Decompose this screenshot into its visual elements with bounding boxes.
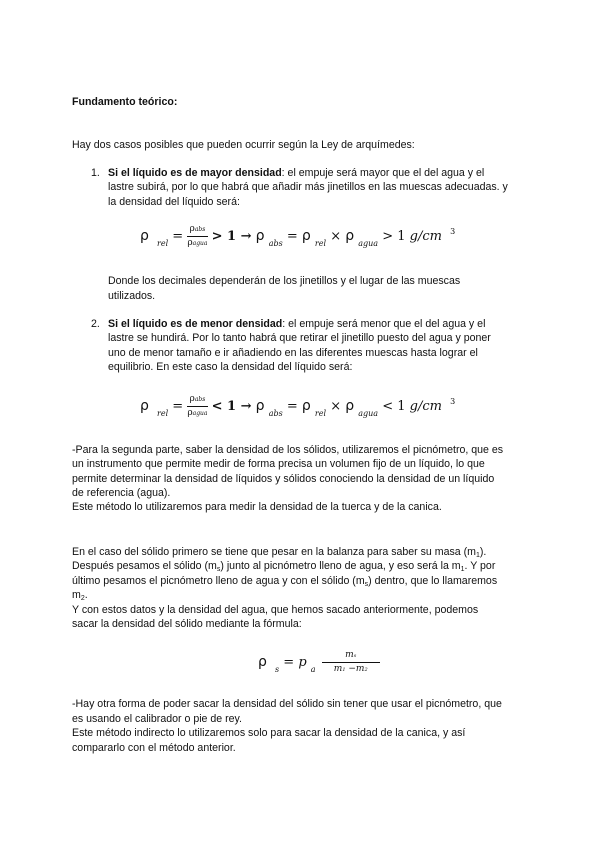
agua-subscript: agua xyxy=(358,239,379,248)
rho-symbol: ρ xyxy=(255,228,265,244)
formula-solid-density xyxy=(258,650,380,675)
intro-text: Hay dos casos posibles que pueden ocurrir según la Ley de arquímedes: xyxy=(72,139,415,151)
rho-symbol: ρ xyxy=(255,398,265,414)
rho-symbol: ρ xyxy=(301,398,311,414)
equals: = xyxy=(286,229,298,244)
note-line1: Donde los decimales dependerán de los jinetillos y el lugar de las muescas xyxy=(108,275,461,287)
equals: = xyxy=(286,399,298,414)
rel-subscript: rel xyxy=(314,239,327,248)
fraction xyxy=(187,224,207,249)
case2-line3: uno de menor tamaño e ir añadiendo en las diferentes muescas hasta lograr el xyxy=(108,347,478,359)
equals: = xyxy=(172,399,184,414)
rel-subscript: rel xyxy=(157,409,169,418)
exponent: 3 xyxy=(450,227,456,236)
case2-bold: Si el líquido es de menor densidad xyxy=(108,318,283,330)
s-subscript: s xyxy=(275,665,280,674)
frac-den: m1 −m2 xyxy=(333,664,368,674)
formula-density-less xyxy=(140,394,455,419)
note-line2: utilizados. xyxy=(108,290,156,302)
p-symbol: p xyxy=(298,655,307,670)
frac-num: ρabs xyxy=(189,394,206,404)
case1-line3: la densidad del líquido será: xyxy=(108,196,240,208)
case2-line1 xyxy=(108,317,485,331)
formula-density-greater xyxy=(140,224,455,249)
abs-subscript: abs xyxy=(268,239,283,248)
part2-line2: un instrumento que permite medir de forma precisa un volumen fijo de un líquido, lo que xyxy=(72,458,485,470)
a-subscript: a xyxy=(310,665,316,674)
other-line2: es usando el calibrador o pie de rey. xyxy=(72,713,242,725)
rho-symbol: ρ xyxy=(345,228,355,244)
solid-line6: sacar la densidad del sólido mediante la fórmula: xyxy=(72,618,302,630)
rho-symbol: ρ xyxy=(301,228,311,244)
part2-line4: de referencia (agua). xyxy=(72,487,171,499)
frac-den: ρagua xyxy=(187,238,208,248)
equals: = xyxy=(283,655,295,670)
list-number-2: 2. xyxy=(91,318,100,330)
rho-symbol: ρ xyxy=(258,654,267,670)
frac-num: ρabs xyxy=(189,224,206,234)
case1-line2: lastre subirá, por lo que habrá que añadir más jinetillos en las muescas adecuadas. y xyxy=(108,181,508,193)
other-line1: -Hay otra forma de poder sacar la densidad del sólido sin tener que usar el picnómetro, que xyxy=(72,698,502,710)
part2-line3: permite determinar la densidad de líquidos y sólidos conociendo la densidad de un líquido xyxy=(72,473,495,485)
case1-line1 xyxy=(108,166,484,180)
other-line4: compararlo con el método anterior. xyxy=(72,742,236,754)
abs-subscript: abs xyxy=(268,409,283,418)
relation: > 1 → xyxy=(211,229,252,244)
solid-line3: último pesamos el picnómetro lleno de agua y con el sólido $(m_s)$ dentro, que lo llamaremos xyxy=(72,575,498,588)
fraction xyxy=(187,394,207,419)
solid-line5: Y con estos datos y la densidad del agua, que hemos sacado anteriormente, podemos xyxy=(72,604,479,616)
relation: < 1 → xyxy=(211,399,252,414)
equals: = xyxy=(172,229,184,244)
solid-line2: Después pesamos el sólido $(m_s)$ junto al picnómetro lleno de agua, y eso será la $m_1$. Y por xyxy=(72,560,496,573)
unit: g/cm xyxy=(409,229,442,244)
rel-subscript: rel xyxy=(314,409,327,418)
case1-line1-rest: : el empuje será mayor que el del agua y el xyxy=(281,167,485,179)
case2-line1-rest: : el empuje será menor que el del agua y el xyxy=(282,318,486,330)
exponent: 3 xyxy=(450,397,456,406)
times: × xyxy=(330,229,342,244)
solid-line4: $m_2$. xyxy=(72,589,88,602)
rhs: < 1 xyxy=(382,399,406,414)
rhs: > 1 xyxy=(382,229,406,244)
frac-num: ms xyxy=(345,650,357,660)
rel-subscript: rel xyxy=(157,239,169,248)
agua-subscript: agua xyxy=(358,409,379,418)
section-heading: Fundamento teórico: xyxy=(72,96,178,108)
rho-symbol: ρ xyxy=(345,398,355,414)
case2-line4: equilibrio. En este caso la densidad del líquido será: xyxy=(108,361,353,373)
fraction xyxy=(322,650,380,675)
solid-line1: En el caso del sólido primero se tiene que pesar en la balanza para saber su masa $(m_1)$. xyxy=(72,546,487,559)
times: × xyxy=(330,399,342,414)
frac-den: ρagua xyxy=(187,408,208,418)
other-line3: Este método indirecto lo utilizaremos solo para sacar la densidad de la canica, y así xyxy=(72,727,466,739)
part2-line1: -Para la segunda parte, saber la densidad de los sólidos, utilizaremos el picnómetro, que es xyxy=(72,444,504,456)
case1-bold: Si el líquido es de mayor densidad xyxy=(108,167,282,179)
rho-symbol: ρ xyxy=(140,228,149,244)
unit: g/cm xyxy=(409,399,442,414)
case2-line2: lastre se hundirá. Por lo tanto habrá que retirar el jinetillo puesto del agua y poner xyxy=(108,332,491,344)
rho-symbol: ρ xyxy=(140,398,149,414)
part2-line5: Este método lo utilizaremos para medir la densidad de la tuerca y de la canica. xyxy=(72,501,442,513)
list-number-1: 1. xyxy=(91,167,100,179)
